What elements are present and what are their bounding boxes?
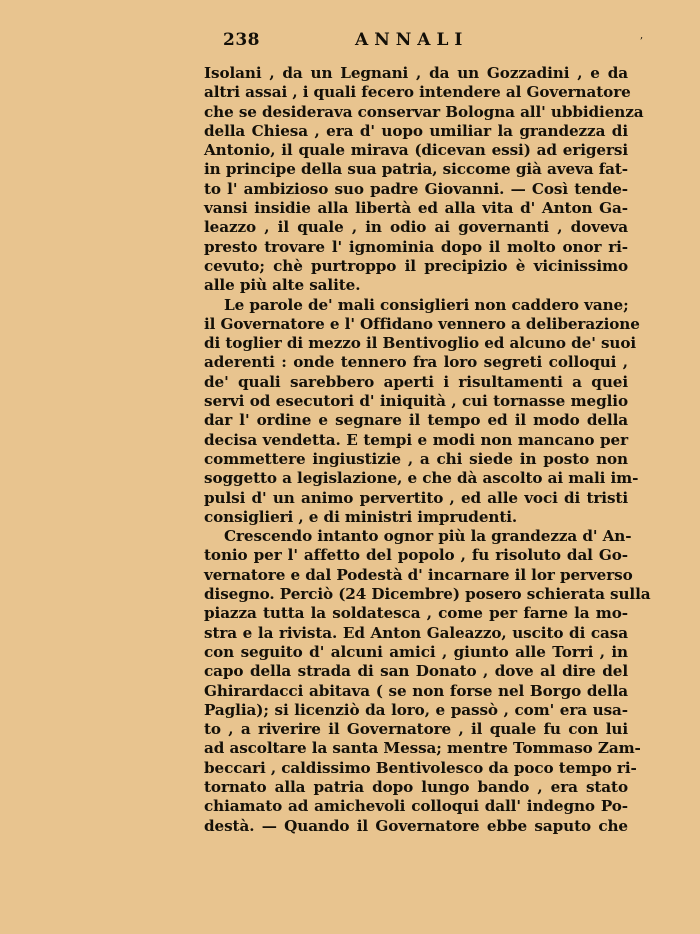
text-line: che se desiderava conservar Bologna all' ubbidienza (204, 102, 644, 121)
text-line: ad ascoltare la santa Messa; mentre Tommaso Zam- (204, 739, 641, 758)
text-line: decisa vendetta. E tempi e modi non mancano per (204, 430, 628, 449)
text-line: stra e la rivista. Ed Anton Galeazzo, uscito di casa (204, 623, 628, 642)
text-line: di toglier di mezzo il Bentivoglio ed alcuno de' suoi (204, 334, 637, 353)
text-line: to l' ambizioso suo padre Giovanni. — Così tende- (204, 179, 628, 198)
text-line: aderenti : onde tennero fra loro segreti colloqui , (204, 353, 628, 372)
text-line: dar l' ordine e segnare il tempo ed il modo della (204, 411, 628, 430)
body-text (204, 64, 651, 836)
text-line: vansi insidie alla libertà ed alla vita d' Anton Ga- (204, 199, 628, 218)
page-header (205, 30, 635, 56)
text-line: disegno. Perciò (24 Dicembre) posero schierata sulla (204, 585, 651, 604)
text-line: della Chiesa , era d' uopo umiliar la grandezza di (204, 121, 628, 140)
text-line: beccari , caldissimo Bentivolesco da poco tempo ri- (204, 758, 637, 777)
text-line: tonio per l' affetto del popolo , fu risoluto dal Go- (204, 546, 628, 565)
text-line: consiglieri , e di ministri imprudenti. (204, 507, 518, 526)
running-head: ANNALI (355, 30, 469, 50)
page-number: 238 (223, 30, 260, 50)
text-line: to , a riverire il Governatore , il quale fu con lui (204, 720, 628, 739)
text-line: altri assai , i quali fecero intendere al Governatore (204, 83, 631, 102)
text-line: Paglia); si licenziò da loro, e passò , com' era usa- (204, 700, 628, 719)
corner-speck: , (640, 30, 644, 41)
text-line: soggetto a legislazione, e che dà ascolto ai mali im- (204, 469, 639, 488)
text-line: servi od esecutori d' iniquità , cui tornasse meglio (204, 392, 628, 411)
text-line: de' quali sarebbero aperti i risultamenti a quei (204, 372, 628, 391)
text-line: tornato alla patria dopo lungo bando , era stato (204, 777, 628, 796)
paragraph (204, 527, 651, 836)
text-line: Le parole de' mali consiglieri non caddero vane; (224, 295, 629, 314)
text-line: chiamato ad amichevoli colloqui dall' indegno Po- (204, 797, 628, 816)
text-line: Ghirardacci abitava ( se non forse nel Borgo della (204, 681, 628, 700)
text-line: destà. — Quando il Governatore ebbe saputo che (204, 816, 628, 835)
text-line: capo della strada di san Donato , dove al dire del (204, 662, 628, 681)
text-line: piazza tutta la soldatesca , come per farne la mo- (204, 604, 628, 623)
text-line: commettere ingiustizie , a chi siede in posto non (204, 449, 628, 468)
paragraph (204, 64, 644, 296)
text-line: il Governatore e l' Offidano vennero a deliberazione (204, 314, 640, 333)
text-line: Antonio, il quale mirava (dicevan essi) ad erigersi (204, 141, 628, 160)
text-line: cevuto; chè purtroppo il precipizio è vicinissimo (204, 256, 628, 275)
text-line: in principe della sua patria, siccome già aveva fat- (204, 160, 628, 179)
text-line: Crescendo intanto ognor più la grandezza d' An- (224, 527, 632, 546)
text-line: pulsi d' un animo pervertito , ed alle voci di tristi (204, 488, 628, 507)
text-line: con seguito d' alcuni amici , giunto alle Torri , in (204, 642, 628, 661)
text-line: vernatore e dal Podestà d' incarnare il lor perverso (204, 565, 633, 584)
text-line: presto trovare l' ignominia dopo il molto onor ri- (204, 237, 628, 256)
text-line: alle più alte salite. (204, 276, 361, 295)
paragraph (204, 295, 640, 528)
text-line: leazzo , il quale , in odio ai governanti , doveva (204, 218, 628, 237)
text-line: Isolani , da un Legnani , da un Gozzadini , e da (204, 64, 628, 82)
